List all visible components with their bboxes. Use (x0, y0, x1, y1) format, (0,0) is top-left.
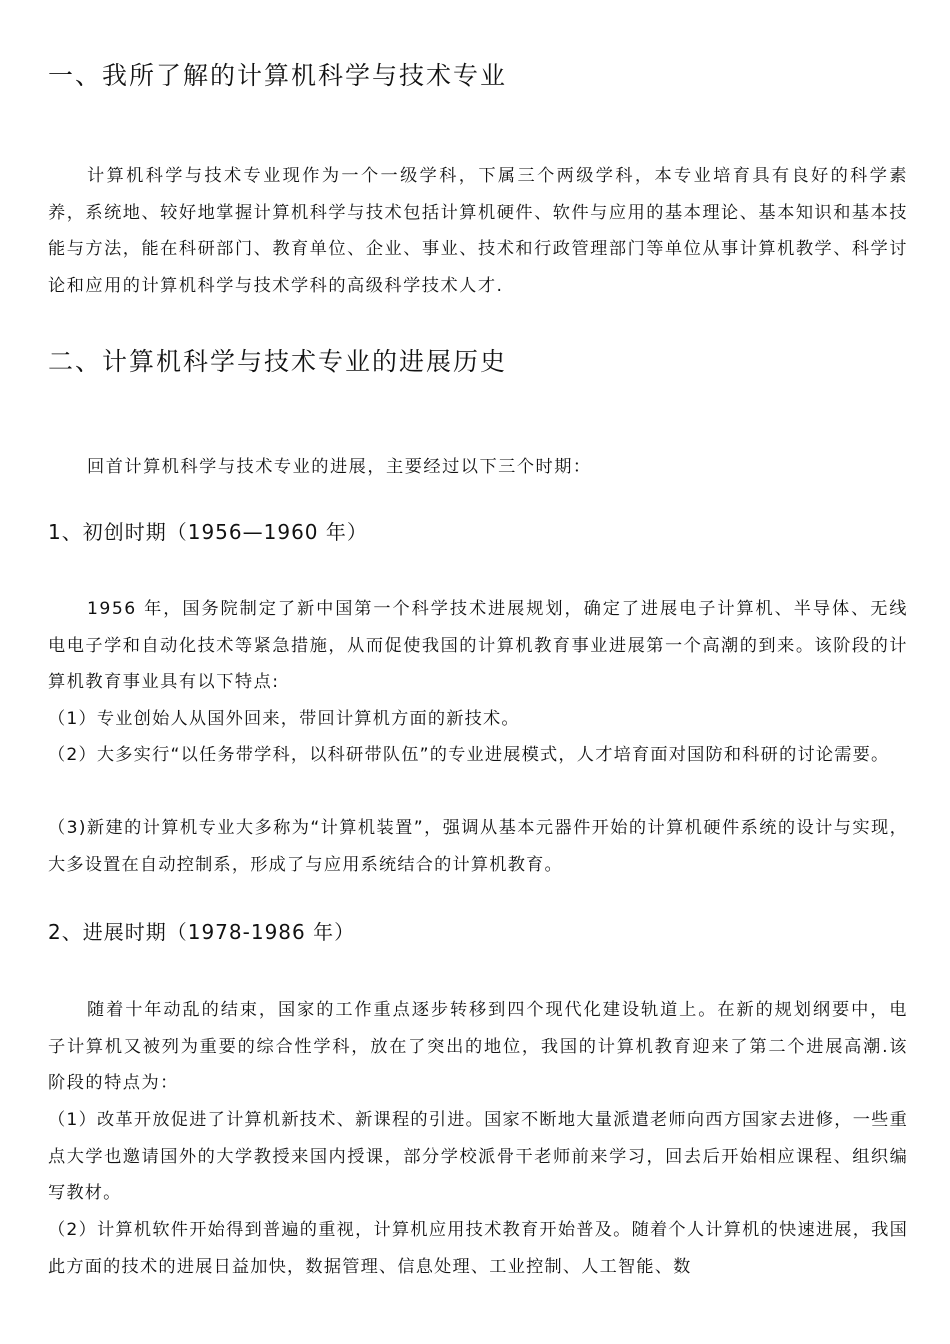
period2-item-2: （2）计算机软件开始得到普遍的重视，计算机应用技术教育开始普及。随着个人计算机的快速进展，我国此方面的技术的进展日益加快，数据管理、信息处理、工业控制、人工智能、数 (48, 1220, 908, 1277)
period1-title: 1、初创时期（1956—1960 年） (48, 520, 368, 544)
period1-item-1: （1）专业创始人从国外回来，带回计算机方面的新技术。 (48, 709, 520, 729)
section2-intro: 回首计算机科学与技术专业的进展，主要经过以下三个时期： (87, 457, 592, 477)
period1-item-3: （3)新建的计算机专业大多称为“计算机装置”，强调从基本元器件开始的计算机硬件系统的设计与实现，大多设置在自动控制系，形成了与应用系统结合的计算机教育。 (48, 818, 908, 875)
period2-title: 2、进展时期（1978-1986 年） (48, 920, 356, 944)
period1-intro: 1956 年，国务院制定了新中国第一个科学技术进展规划，确定了进展电子计算机、半导体、无线电电子学和自动化技术等紧急措施，从而促使我国的计算机教育事业进展第一个高潮的到来。该阶段的计算机教育事业具有以下特点: (48, 599, 908, 692)
period2-intro: 随着十年动乱的结束，国家的工作重点逐步转移到四个现代化建设轨道上。在新的规划纲要中，电子计算机又被列为重要的综合性学科，放在了突出的地位，我国的计算机教育迎来了第二个进展高潮.该阶段的特点为： (48, 1000, 908, 1093)
period2-item-1: （1）改革开放促进了计算机新技术、新课程的引进。国家不断地大量派遣老师向西方国家去进修，一些重点大学也邀请国外的大学教授来国内授课，部分学校派骨干老师前来学习，回去后开始相应课程、组织编写教材。 (48, 1110, 908, 1203)
section1-title: 一、我所了解的计算机科学与技术专业 (48, 61, 508, 90)
period1-item-2: （2）大多实行“以任务带学科，以科研带队伍”的专业进展模式，人才培育面对国防和科研的讨论需要。 (48, 745, 890, 765)
section1-paragraph: 计算机科学与技术专业现作为一个一级学科，下属三个两级学科，本专业培育具有良好的科学素养，系统地、较好地掌握计算机科学与技术包括计算机硬件、软件与应用的基本理论、基本知识和基本技能与方法，能在科研部门、教育单位、企业、事业、技术和行政管理部门等单位从事计算机教学、科学讨论和应用的计算机科学与技术学科的高级科学技术人才. (48, 166, 908, 296)
section2-title: 二、计算机科学与技术专业的进展历史 (48, 347, 508, 376)
